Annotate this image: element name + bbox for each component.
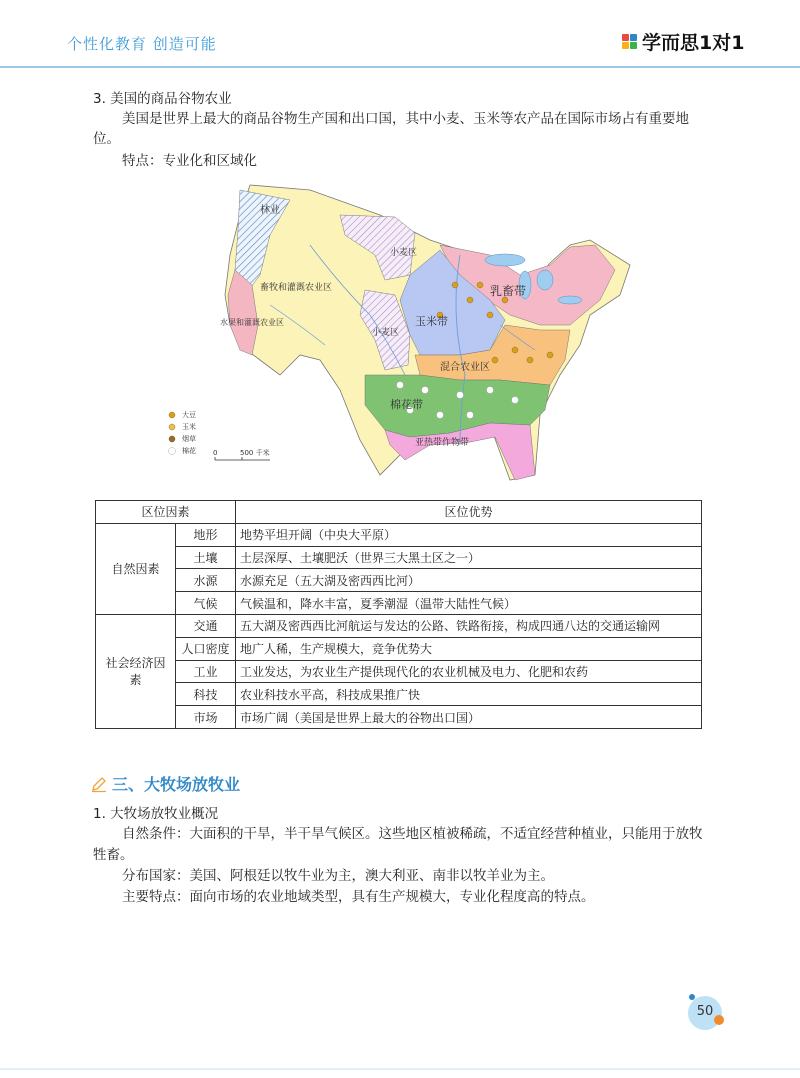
table-group-social: 社会经济因素 (96, 614, 176, 728)
legend-item-corn: 玉米 (182, 423, 196, 431)
table-row (96, 569, 702, 592)
table-cell-advantage: 土层深厚、土壤肥沃（世界三大黑土区之一） (236, 546, 702, 569)
legend-item-cotton: 棉花 (182, 447, 196, 455)
main-features: 主要特点：面向市场的农业地域类型，具有生产规模大，专业化程度高的特点。 (122, 889, 595, 905)
table-cell-factor: 地形 (176, 523, 236, 546)
table-cell-factor: 气候 (176, 592, 236, 615)
distribution-countries: 分布国家：美国、阿根廷以牧牛业为主，澳大利亚、南非以牧羊业为主。 (122, 868, 554, 884)
map-label-fruit: 水果和灌溉农业区 (220, 318, 284, 327)
map-label-ranching: 畜牧和灌溉农业区 (260, 283, 333, 293)
section-heading (90, 772, 240, 795)
table-cell-advantage: 地广人稀，生产规模大，竞争优势大 (236, 637, 702, 660)
natural-conditions-line1: 自然条件：大面积的干旱，半干旱气候区。这些地区植被稀疏，不适宜经营种植业，只能用于放牧 (122, 826, 703, 842)
page-header (0, 0, 800, 70)
table-cell-factor: 科技 (176, 683, 236, 706)
scale-value: 500 千米 (240, 449, 270, 457)
table-cell-factor: 土壤 (176, 546, 236, 569)
us-agriculture-map (160, 175, 640, 490)
table-row (96, 660, 702, 683)
table-row (96, 683, 702, 706)
table-cell-advantage: 水源充足（五大湖及密西西比河） (236, 569, 702, 592)
section3-title: 3. 美国的商品谷物农业 (93, 91, 232, 107)
page-number: 50 (696, 1004, 714, 1019)
page-number-badge (688, 996, 722, 1030)
table-cell-factor: 市场 (176, 706, 236, 729)
section3-paragraph-line2: 位。 (93, 131, 120, 147)
map-label-forestry: 林业 (260, 205, 280, 216)
table-header-factor: 区位因素 (96, 501, 236, 524)
map-scale-bar (213, 448, 270, 460)
table-row (96, 637, 702, 660)
table-row (96, 592, 702, 615)
map-label-wheat-north: 小麦区 (390, 248, 418, 258)
header-divider (0, 66, 800, 68)
table-row (96, 523, 702, 546)
map-label-dairy: 乳畜带 (490, 284, 527, 298)
table-row (96, 706, 702, 729)
header-slogan: 个性化教育 创造可能 (67, 35, 217, 53)
map-label-cotton: 棉花带 (390, 398, 423, 411)
table-cell-factor: 人口密度 (176, 637, 236, 660)
map-legend (169, 410, 197, 455)
table-cell-advantage: 地势平坦开阔（中央大平原） (236, 523, 702, 546)
table-row (96, 614, 702, 637)
table-cell-factor: 工业 (176, 660, 236, 683)
table-header-advantage: 区位优势 (236, 501, 702, 524)
table-header-row (96, 501, 702, 524)
footer-divider (0, 1068, 800, 1070)
table-row (96, 546, 702, 569)
map-label-corn: 玉米带 (415, 315, 448, 328)
table-cell-factor: 交通 (176, 614, 236, 637)
decor-dot-blue (689, 994, 695, 1000)
map-label-mixed: 混合农业区 (440, 362, 490, 373)
legend-item-tobacco: 烟草 (182, 435, 196, 443)
table-cell-advantage: 五大湖及密西西比河航运与发达的公路、铁路衔接，构成四通八达的交通运输网 (236, 614, 702, 637)
table-cell-advantage: 农业科技水平高，科技成果推广快 (236, 683, 702, 706)
natural-conditions-line2: 牲畜。 (93, 847, 134, 863)
decor-dot-orange (714, 1015, 724, 1025)
logo-mark-icon (622, 32, 638, 52)
legend-item-soybean: 大豆 (182, 411, 196, 419)
section3-paragraph-line1: 美国是世界上最大的商品谷物生产国和出口国，其中小麦、玉米等农产品在国际市场占有重要地 (122, 111, 689, 127)
pencil-icon (90, 775, 108, 793)
subsection-title: 1. 大牧场放牧业概况 (93, 806, 219, 822)
table-cell-advantage: 市场广阔（美国是世界上最大的谷物出口国） (236, 706, 702, 729)
table-cell-advantage: 气候温和，降水丰富，夏季潮湿（温带大陆性气候） (236, 592, 702, 615)
section-heading-text: 三、大牧场放牧业 (112, 775, 241, 794)
scale-zero: 0 (213, 449, 218, 457)
table-cell-factor: 水源 (176, 569, 236, 592)
brand-logo (622, 28, 744, 55)
table-group-natural: 自然因素 (96, 523, 176, 614)
map-label-wheat-mid: 小麦区 (372, 328, 400, 338)
section3-feature: 特点：专业化和区域化 (122, 153, 257, 169)
location-factors-table (95, 500, 702, 729)
map-label-subtropical: 亚热带作物带 (415, 438, 470, 448)
logo-text: 学而思1对1 (642, 32, 745, 54)
table-cell-advantage: 工业发达，为农业生产提供现代化的农业机械及电力、化肥和农药 (236, 660, 702, 683)
